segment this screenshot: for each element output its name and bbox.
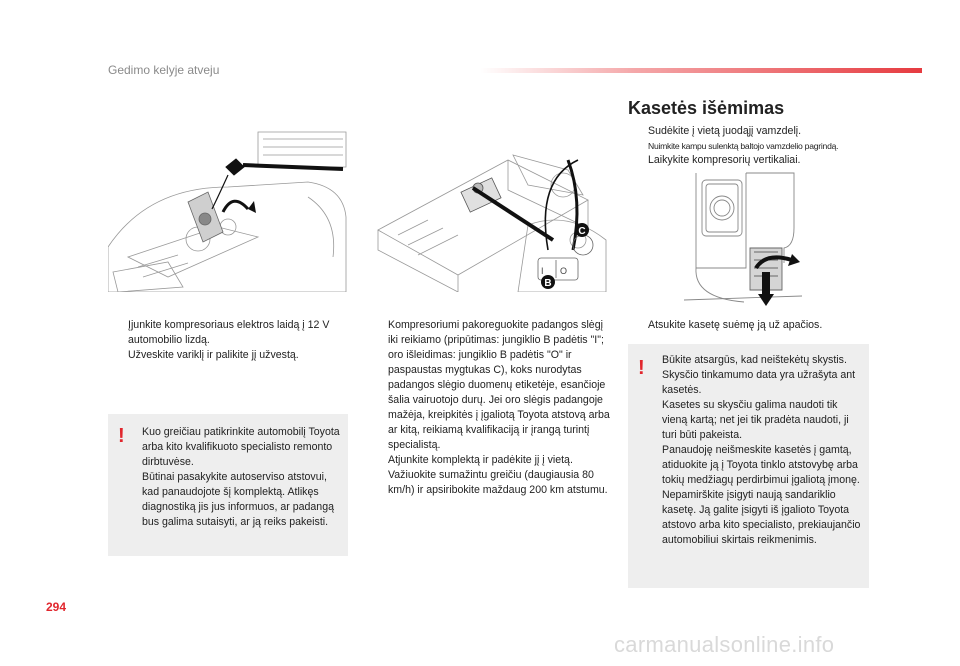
- label-b: B: [544, 278, 552, 289]
- section-title: Kasetės išėmimas: [628, 98, 785, 118]
- list-item: Atsukite kasetę suėmę ją už apačios.: [648, 319, 823, 331]
- cartridge-illustration: [684, 168, 802, 308]
- label-c: C: [578, 226, 586, 237]
- list-item: Sudėkite į vietą juodąjį vamzdelį.: [648, 125, 802, 137]
- warning-text: Būkite atsargūs, kad neištekėtų skystis. Skysčio tinkamumo data yra užrašyta ant kasetės. Kasetes su skysčiu galima naudoti tik vieną kartą; net jei tik pradėta naudoti, ji turi būti pakeista. Panaudoję neišmeskite kasetės į gamtą, atiduokite ją į Toyota tinklo atstovybę arba tokių medžiagų perdirbimui įgaliotą įmonę. Nepamirškite įsigyti naują sandariklio kasetę. Ją galite įsigyti iš įgalioto Toyota atstovo arba kito specialisto, prekiaujančio automobiliui skirtais reikmenimis.: [662, 354, 861, 546]
- list-item: Kompresoriumi pakoreguokite padangos slėgį iki reikiamo (pripūtimas: jungiklio B padėtis "I"; oro išleidimas: jungiklio B padėtis "O" ir paspaustas mygtukas C), koks nurodytas padangos slėgio duomenų etiketėje, esančioje šalia vairuotojo durų. Jei oro slėgis padangoje mažėja, kreipkitės į įgaliotą Toyota atstovą arba ar kitą, reikiamą kvalifikaciją ir įrangą turintį specialistą.: [388, 319, 610, 451]
- list-item: Nuimkite kampu sulenktą baltojo vamzdelio pagrindą.: [648, 141, 839, 151]
- watermark: carmanualsonline.info: [614, 632, 835, 657]
- warning-exclamation-icon: !: [638, 357, 645, 379]
- col1-bullets: [108, 318, 353, 363]
- list-item: Įjunkite kompresoriaus elektros laidą į 12 V automobilio lizdą.: [128, 319, 330, 346]
- warning-box-right: [628, 344, 869, 588]
- list-item: Atjunkite komplektą ir padėkite jį į vietą.: [388, 454, 573, 466]
- col3-bullets: [628, 318, 873, 333]
- col2-bullets: [368, 318, 610, 498]
- list-item: Užveskite variklį ir palikite jį užvestą.: [128, 349, 299, 361]
- warning-text: Kuo greičiau patikrinkite automobilį Toyota arba kito kvalifikuoto specialisto remonto dirbtuvėse. Būtinai pasakykite autoserviso atstovui, kad panaudojote šį komplektą. Atlikęs diagnostiką jis jus informuos, ar padangą bus galima sutaisyti, ar ją reiks pakeisti.: [142, 426, 340, 528]
- switch-off-label: O: [560, 266, 568, 276]
- running-header: Gedimo kelyje atveju: [108, 63, 220, 77]
- illustration-compressor-switches: [368, 140, 608, 292]
- right-top-bullets: [628, 124, 898, 168]
- header-accent-bar: [480, 68, 922, 73]
- warning-exclamation-icon: !: [118, 425, 125, 447]
- page-number: 294: [46, 600, 67, 614]
- compressor-switch-illustration: [368, 140, 608, 292]
- warning-box-left: [108, 414, 348, 556]
- list-item: Laikykite kompresorių vertikaliai.: [648, 154, 801, 166]
- illustration-cartridge: [684, 168, 802, 308]
- compressor-plug-illustration: [108, 127, 348, 292]
- list-item: Važiuokite sumažintu greičiu (daugiausia 80 km/h) ir apsiribokite maždaug 200 km atstumu.: [388, 469, 608, 496]
- illustration-plug-in: [108, 127, 348, 292]
- switch-on-label: I: [541, 266, 544, 276]
